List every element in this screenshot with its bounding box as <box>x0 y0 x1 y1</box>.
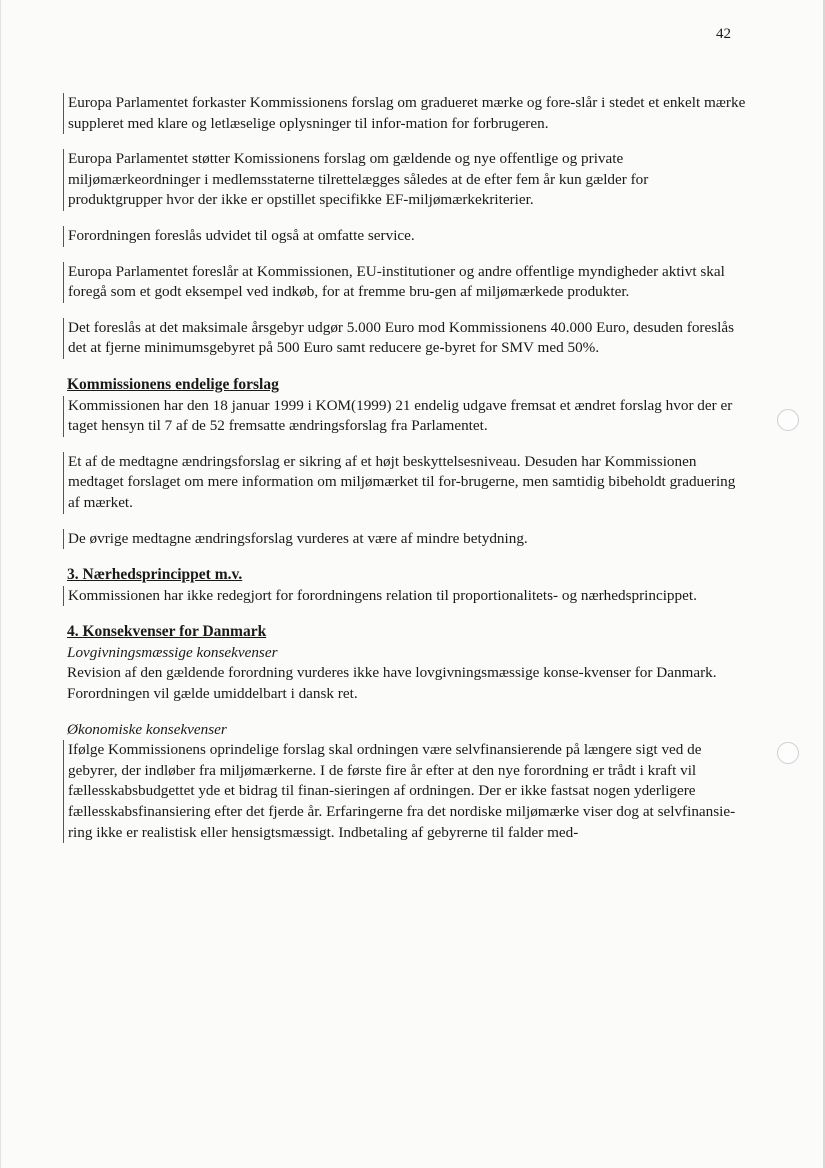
page-number: 42 <box>716 26 731 42</box>
paragraph: Det foreslås at det maksimale årsgebyr udgør 5.000 Euro mod Kommissionens 40.000 Euro, desuden foreslås det at fjerne minimumsgebyret på 500 Euro samt reducere ge-byret for SMV med 50%. <box>63 318 746 359</box>
paragraph: Kommissionen har ikke redegjort for forordningens relation til proportionalitets- og nærhedsprincippet. <box>63 586 746 607</box>
document-body <box>66 93 746 858</box>
section-heading-consequences: 4. Konsekvenser for Danmark <box>67 623 267 641</box>
punch-hole-icon <box>777 409 799 431</box>
paragraph: Revision af den gældende forordning vurderes ikke have lovgivningsmæssige konse-kvenser for Danmark. Forordningen vil gælde umiddelbart i dansk ret. <box>67 664 717 703</box>
paragraph: De øvrige medtagne ændringsforslag vurderes at være af mindre betydning. <box>63 529 746 550</box>
section-heading-final-proposal: Kommissionens endelige forslag <box>67 375 279 393</box>
paragraph: Europa Parlamentet støtter Komissionens forslag om gældende og nye offentlige og private miljømærkeordninger i medlemsstaterne tilrettelægges således at de efter fem år kun gælder for produktgrupper hvor der ikke er opstillet specifikke EF-miljømærkekriterier. <box>63 149 746 211</box>
paragraph: Europa Parlamentet forkaster Kommissionens forslag om gradueret mærke og fore-slår i stedet et enkelt mærke suppleret med klare og letlæselige oplysninger til infor-mation for forbrugeren. <box>63 93 746 134</box>
paragraph: Kommissionen har den 18 januar 1999 i KOM(1999) 21 endelig udgave fremsat et ændret forslag hvor der er taget hensyn til 7 af de 52 fremsatte ændringsforslag fra Parlamentet. <box>63 396 746 437</box>
paragraph: Ifølge Kommissionens oprindelige forslag skal ordningen være selvfinansierende på længere sigt ved de gebyrer, der indløber fra miljømærkerne. I de første fire år efter at den nye forordning er trådt i kraft vil fællesskabsbudgettet yde et bidrag til finan-sieringen af ordningen. Der er ikke fastsat nogen yderligere fællesskabsfinansiering efter det fjerde år. Erfaringerne fra det nordiske miljømærke viser dog at selvfinansie-ring ikke er realistisk eller hensigtsmæssigt. Indbetaling af gebyrerne til falder med- <box>63 740 746 843</box>
subheading-legislative: Lovgivningsmæssige konsekvenser <box>67 643 278 661</box>
paragraph: Et af de medtagne ændringsforslag er sikring af et højt beskyttelsesniveau. Desuden har Kommissionen medtaget forslaget om mere information om miljømærket til for-brugerne, men samtidig bibeholdt graduering af mærket. <box>63 452 746 514</box>
page-edge-left <box>0 0 1 1168</box>
punch-hole-icon <box>777 742 799 764</box>
section-heading-subsidiarity: 3. Nærhedsprincippet m.v. <box>67 566 243 584</box>
subheading-economic: Økonomiske konsekvenser <box>67 720 227 738</box>
paragraph: Forordningen foreslås udvidet til også at omfatte service. <box>63 226 746 247</box>
paragraph: Europa Parlamentet foreslår at Kommissionen, EU-institutioner og andre offentlige myndigheder aktivt skal foregå som et godt eksempel ved indkøb, for at fremme bru-gen af miljømærkede produkter. <box>63 262 746 303</box>
